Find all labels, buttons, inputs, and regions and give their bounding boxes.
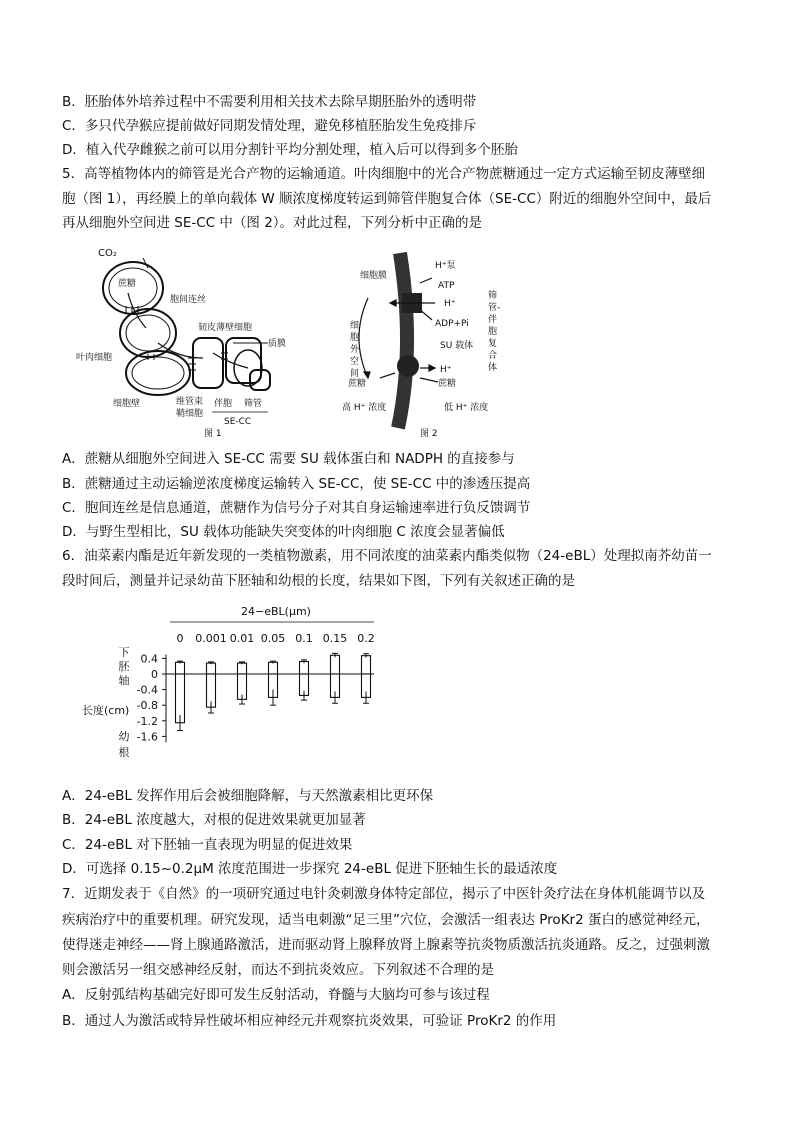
membrane-label: 细胞膜 <box>360 271 388 281</box>
bar-chart <box>62 602 382 774</box>
question-5-line-3: 再从细胞外空间进 SE-CC 中（图 2）。对此过程，下列分析中正确的是 <box>62 215 483 231</box>
category-label: 0 <box>176 632 184 645</box>
plasmodesmata-label: 胞间连丝 <box>170 295 207 305</box>
question-6-line-2: 段时间后，测量并记录幼苗下胚轴和幼根的长度，结果如下图，下列有关叙述正确的是 <box>62 573 575 589</box>
high-h-label: 高 H⁺ 浓度 <box>342 403 387 413</box>
hypocotyl-bar <box>238 663 247 674</box>
low-h-label: 低 H⁺ 浓度 <box>444 403 489 413</box>
option-b-q5: B．蔗糖通过主动运输逆浓度梯度运输转入 SE-CC，使 SE-CC 中的渗透压提高 <box>62 476 531 492</box>
y-tick-label: -0.4 <box>136 683 158 697</box>
adp-label: ADP+Pi <box>435 319 469 329</box>
y-tick-label: -1.2 <box>136 714 158 728</box>
inside-vertical-label: 筛管-伴胞复合体 <box>488 291 501 373</box>
hypocotyl-bar <box>362 656 371 674</box>
companion-cell-label: 伴胞 <box>214 399 233 409</box>
option-d-q5: D．与野生型相比，SU 载体功能缺失突变体的叶肉细胞 C 浓度会显著偏低 <box>62 524 505 540</box>
phloem-parenchyma-label: 韧皮薄壁细胞 <box>198 323 253 333</box>
su-carrier-label: SU 载体 <box>440 341 474 351</box>
question-7-line-4: 则会激活另一组交感神经反射，而达不到抗炎效应。下列叙述不合理的是 <box>62 962 494 978</box>
y-tick-label: -1.6 <box>136 730 158 744</box>
hypocotyl-series-label: 轴 <box>118 674 130 687</box>
hypocotyl-bar <box>269 662 278 674</box>
hypocotyl-bar <box>176 662 185 674</box>
root-series-label: 根 <box>118 746 130 759</box>
root-series-label: 幼 <box>118 730 130 743</box>
option-c-q6: C．24-eBL 对下胚轴一直表现为明显的促进效果 <box>62 837 353 853</box>
question-7-line-3: 使得迷走神经——肾上腺通路激活，进而驱动肾上腺释放肾上腺素等抗炎物质激活抗炎通路。反之，过强刺激 <box>62 937 710 953</box>
question-5-line-2: 胞（图 1），再经膜上的单向载体 W 顺浓度梯度转运到筛管伴胞复合体（SE-CC）附近的细胞外空间中，最后 <box>62 191 712 207</box>
category-label: 0.001 <box>195 632 227 645</box>
option-c-q4: C．多只代孕猴应提前做好同期发情处理，避免移植胚胎发生免疫排斥 <box>62 118 477 134</box>
option-c-q5: C．胞间连丝是信息通道，蔗糖作为信号分子对其自身运输速率进行负反馈调节 <box>62 500 531 516</box>
sucrose-label: 蔗糖 <box>118 279 137 289</box>
category-label: 0.2 <box>357 632 375 645</box>
option-b-q7: B．通过人为激活或特异性破坏相应神经元并观察抗炎效果，可验证 ProKr2 的作用 <box>62 1013 557 1029</box>
option-a-q7: A．反射弧结构基础完好即可发生反射活动，脊髓与大脑均可参与该过程 <box>62 987 490 1003</box>
cell-wall-label: 细胞壁 <box>113 399 141 409</box>
figure-1 <box>76 248 288 448</box>
hypocotyl-series-label: 胚 <box>118 660 130 673</box>
category-label: 0.1 <box>295 632 313 645</box>
sieve-tube-label: 筛管 <box>244 399 263 409</box>
hypocotyl-series-label: 下 <box>118 646 130 659</box>
question-7-line-1: 7．近期发表于《自然》的一项研究通过电针灸刺激身体特定部位，揭示了中医针灸疗法在身体机能调节以及 <box>62 886 706 902</box>
hypocotyl-bar <box>207 663 216 674</box>
mesophyll-label: 叶肉细胞 <box>76 353 113 363</box>
secc-label: SE-CC <box>224 417 252 427</box>
atp-label: ATP <box>438 281 455 291</box>
option-b-q6: B．24-eBL 浓度越大，对根的促进效果就更加显著 <box>62 812 366 828</box>
hypocotyl-bar <box>331 655 340 674</box>
question-6-line-1: 6．油菜素内酯是近年新发现的一类植物激素，用不同浓度的油菜素内酯类似物（24-eBL）处理拟南芥幼苗一 <box>62 548 712 564</box>
question-5-line-1: 5．高等植物体内的筛管是光合产物的运输通道。叶肉细胞中的光合产物蔗糖通过一定方式运输至韧皮薄壁细 <box>62 166 706 182</box>
plasma-membrane-label: 质膜 <box>268 339 287 349</box>
h-ion-label-2: H⁺ <box>440 365 452 375</box>
chart-title: 24−eBL(μm) <box>241 605 311 618</box>
option-b-q4: B．胚胎体外培养过程中不需要利用相关技术去除早期胚胎外的透明带 <box>62 94 477 110</box>
bundle-sheath-label-1: 维管束 <box>176 397 204 407</box>
figure-1-caption: 图 1 <box>204 429 222 439</box>
question-7-line-2: 疾病治疗中的重要机理。研究发现，适当电刺激“足三里”穴位，会激活一组表达 ProKr2 蛋白的感觉神经元， <box>62 912 710 928</box>
option-a-q6: A．24-eBL 发挥作用后会被细胞降解，与天然激素相比更环保 <box>62 788 434 804</box>
category-label: 0.05 <box>260 632 286 645</box>
y-tick-label: 0.4 <box>140 652 158 666</box>
category-label: 0.01 <box>229 632 255 645</box>
figure-2-caption: 图 2 <box>420 429 438 439</box>
option-d-q4: D．植入代孕雌猴之前可以用分割针平均分割处理，植入后可以得到多个胚胎 <box>62 142 518 158</box>
y-tick-label: -0.8 <box>136 699 158 713</box>
outside-vertical-label: 细胞外空间 <box>350 321 360 379</box>
sucrose-outside-label: 蔗糖 <box>348 379 367 389</box>
hypocotyl-bar <box>300 662 309 674</box>
h-ion-label-1: H⁺ <box>444 299 456 309</box>
category-label: 0.15 <box>322 632 348 645</box>
y-axis-label: 长度(cm) <box>82 704 130 717</box>
option-d-q6: D．可选择 0.15~0.2μM 浓度范围进一步探究 24-eBL 促进下胚轴生长的最适浓度 <box>62 861 558 877</box>
h-pump-label: H⁺泵 <box>435 261 456 271</box>
y-tick-label: 0 <box>151 668 158 681</box>
bundle-sheath-label-2: 鞘细胞 <box>176 409 204 419</box>
sucrose-inside-label: 蔗糖 <box>438 379 457 389</box>
option-a-q5: A．蔗糖从细胞外空间进入 SE-CC 需要 SU 载体蛋白和 NADPH 的直接参与 <box>62 451 515 467</box>
co2-label: CO₂ <box>98 248 117 259</box>
